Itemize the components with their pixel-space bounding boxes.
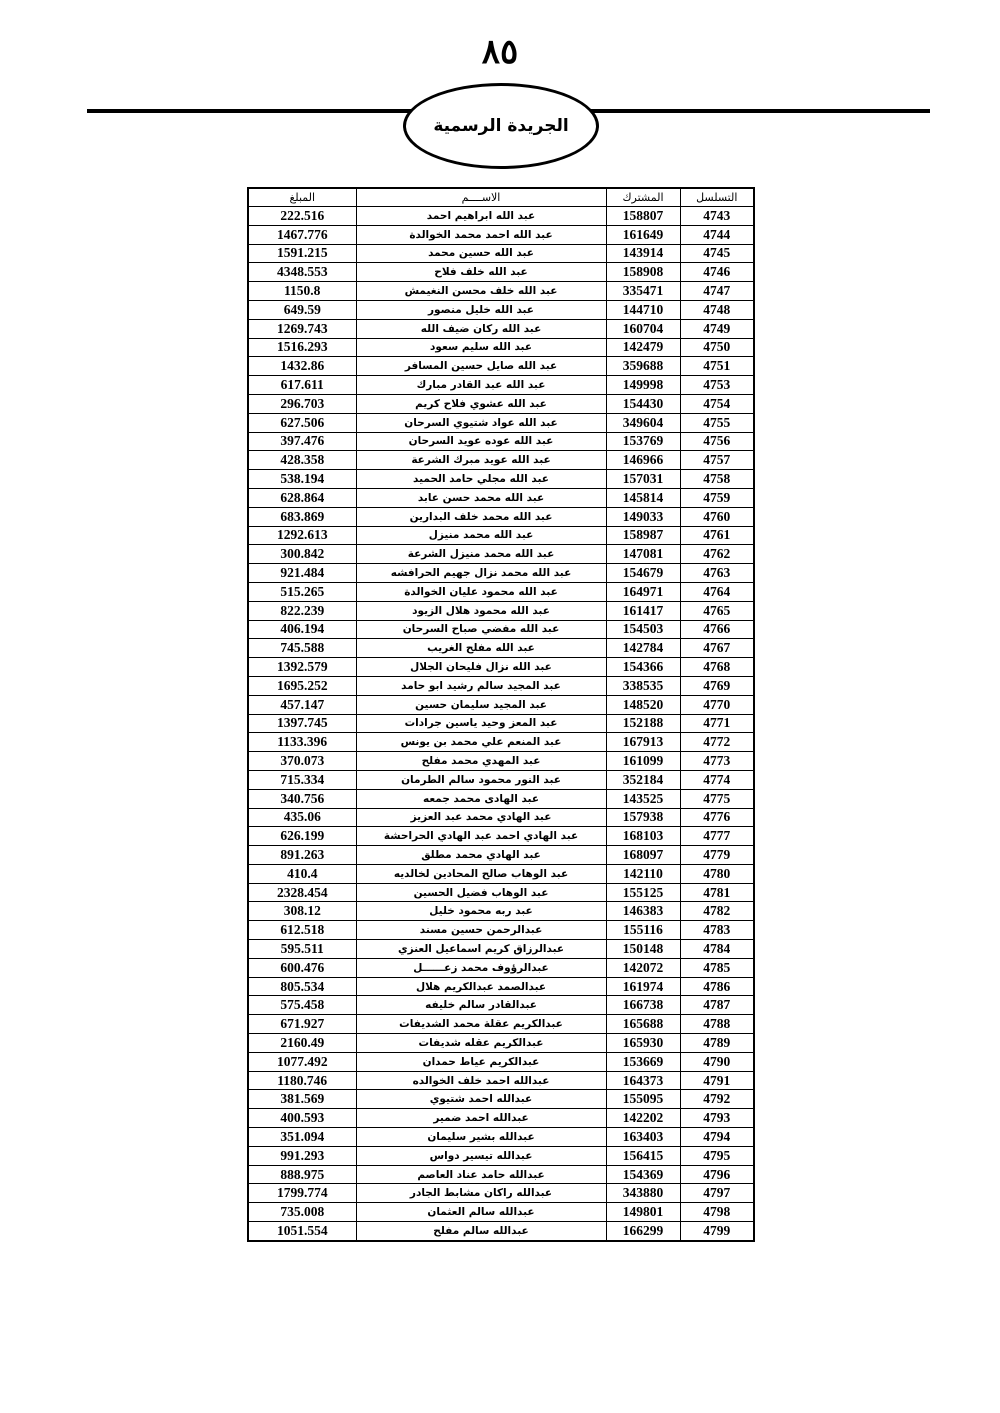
name-cell: عبد الله محمد منيزل — [356, 526, 606, 545]
name-cell: عبد الوهاب فضيل الحسين — [356, 883, 606, 902]
amount-cell: 626.199 — [248, 827, 356, 846]
payments-table — [247, 187, 755, 1242]
amount-cell: 1591.215 — [248, 244, 356, 263]
amount-cell: 805.534 — [248, 977, 356, 996]
amount-cell: 1180.746 — [248, 1071, 356, 1090]
name-cell: عبدالصمد عبدالكريم هلال — [356, 977, 606, 996]
name-cell: عبد ربه محمود خليل — [356, 902, 606, 921]
amount-cell: 628.864 — [248, 488, 356, 507]
amount-cell: 370.073 — [248, 752, 356, 771]
name-cell: عبد الله خلف محسن النغيمش — [356, 282, 606, 301]
serial-cell: 4780 — [680, 864, 754, 883]
amount-cell: 1133.396 — [248, 733, 356, 752]
name-cell: عبد الله احمد محمد الخوالدة — [356, 225, 606, 244]
serial-cell: 4775 — [680, 789, 754, 808]
subscriber-cell: 155116 — [606, 921, 680, 940]
serial-cell: 4744 — [680, 225, 754, 244]
subscriber-cell: 150148 — [606, 940, 680, 959]
serial-cell: 4784 — [680, 940, 754, 959]
name-cell: عبدالكريم عياط حمدان — [356, 1052, 606, 1071]
amount-cell: 991.293 — [248, 1146, 356, 1165]
name-cell: عبد الله عواد شتيوي السرحان — [356, 413, 606, 432]
subscriber-cell: 166299 — [606, 1222, 680, 1241]
serial-cell: 4763 — [680, 564, 754, 583]
subscriber-cell: 142784 — [606, 639, 680, 658]
serial-cell: 4787 — [680, 996, 754, 1015]
subscriber-cell: 168103 — [606, 827, 680, 846]
name-cell: عبدالله احمد ضمير — [356, 1109, 606, 1128]
table-row — [248, 601, 754, 620]
table-row — [248, 319, 754, 338]
serial-cell: 4761 — [680, 526, 754, 545]
name-cell: عبدالله سالم العثمان — [356, 1203, 606, 1222]
table-row — [248, 1165, 754, 1184]
amount-cell: 822.239 — [248, 601, 356, 620]
amount-cell: 400.593 — [248, 1109, 356, 1128]
table-row — [248, 714, 754, 733]
table-row — [248, 1034, 754, 1053]
name-cell: عبد الوهاب صالح المحادين لخالديه — [356, 864, 606, 883]
name-cell: عبد المنعم علي محمد بن يونس — [356, 733, 606, 752]
name-cell: عبدالله سالم مفلح — [356, 1222, 606, 1241]
serial-cell: 4769 — [680, 676, 754, 695]
amount-cell: 406.194 — [248, 620, 356, 639]
table-row — [248, 282, 754, 301]
table-row — [248, 808, 754, 827]
name-cell: عبد الهادى محمد جمعه — [356, 789, 606, 808]
name-cell: عبد الله خليل منصور — [356, 300, 606, 319]
subscriber-cell: 154503 — [606, 620, 680, 639]
name-cell: عبدالله بشير سليمان — [356, 1128, 606, 1147]
table-row — [248, 1109, 754, 1128]
name-cell: عبد الله محمود هلال الزيود — [356, 601, 606, 620]
table-row — [248, 564, 754, 583]
subscriber-cell: 158908 — [606, 263, 680, 282]
amount-cell: 222.516 — [248, 207, 356, 226]
serial-cell: 4792 — [680, 1090, 754, 1109]
serial-cell: 4759 — [680, 488, 754, 507]
serial-cell: 4766 — [680, 620, 754, 639]
amount-cell: 1397.745 — [248, 714, 356, 733]
subscriber-cell: 149033 — [606, 507, 680, 526]
amount-cell: 891.263 — [248, 846, 356, 865]
table-row — [248, 977, 754, 996]
name-cell: عبد الهادي احمد عبد الهادي الحراحشة — [356, 827, 606, 846]
table-row — [248, 488, 754, 507]
subscriber-cell: 154366 — [606, 658, 680, 677]
table-row — [248, 639, 754, 658]
subscriber-cell: 144710 — [606, 300, 680, 319]
table-row — [248, 846, 754, 865]
table-row — [248, 864, 754, 883]
subscriber-cell: 158807 — [606, 207, 680, 226]
name-cell: عبدالكريم عقله شديفات — [356, 1034, 606, 1053]
table-row — [248, 413, 754, 432]
table-row — [248, 733, 754, 752]
column-header-serial: التسلسل — [680, 188, 754, 207]
name-cell: عبد الله مفضي صباح السرحان — [356, 620, 606, 639]
serial-cell: 4756 — [680, 432, 754, 451]
amount-cell: 1432.86 — [248, 357, 356, 376]
subscriber-cell: 146966 — [606, 451, 680, 470]
name-cell: عبد الله مفلح الغريب — [356, 639, 606, 658]
name-cell: عبد الله ابراهيم احمد — [356, 207, 606, 226]
table-row — [248, 545, 754, 564]
amount-cell: 435.06 — [248, 808, 356, 827]
amount-cell: 428.358 — [248, 451, 356, 470]
subscriber-cell: 142072 — [606, 958, 680, 977]
amount-cell: 715.334 — [248, 770, 356, 789]
serial-cell: 4786 — [680, 977, 754, 996]
subscriber-cell: 161417 — [606, 601, 680, 620]
serial-cell: 4767 — [680, 639, 754, 658]
column-header-amount: المبلغ — [248, 188, 356, 207]
name-cell: عبدالقادر سالم خليفه — [356, 996, 606, 1015]
name-cell: عبد الهادي محمد عبد العزيز — [356, 808, 606, 827]
table-row — [248, 432, 754, 451]
table-row — [248, 658, 754, 677]
subscriber-cell: 155095 — [606, 1090, 680, 1109]
serial-cell: 4748 — [680, 300, 754, 319]
table-header-row — [248, 188, 754, 207]
name-cell: عبد الله حسين محمد — [356, 244, 606, 263]
name-cell: عبد الله محمد نزال جهيم الحرافشه — [356, 564, 606, 583]
amount-cell: 410.4 — [248, 864, 356, 883]
serial-cell: 4770 — [680, 695, 754, 714]
amount-cell: 300.842 — [248, 545, 356, 564]
amount-cell: 457.147 — [248, 695, 356, 714]
subscriber-cell: 164373 — [606, 1071, 680, 1090]
subscriber-cell: 163403 — [606, 1128, 680, 1147]
table-row — [248, 225, 754, 244]
table-body — [248, 207, 754, 1241]
amount-cell: 600.476 — [248, 958, 356, 977]
name-cell: عبد الله عوده عويد السرحان — [356, 432, 606, 451]
column-header-subscriber: المشترك — [606, 188, 680, 207]
column-header-name: الاســــم — [356, 188, 606, 207]
serial-cell: 4758 — [680, 470, 754, 489]
subscriber-cell: 157031 — [606, 470, 680, 489]
name-cell: عبدالله حامد عناد العاصم — [356, 1165, 606, 1184]
serial-cell: 4781 — [680, 883, 754, 902]
amount-cell: 612.518 — [248, 921, 356, 940]
table-row — [248, 789, 754, 808]
name-cell: عبد الله سليم سعود — [356, 338, 606, 357]
table-row — [248, 507, 754, 526]
serial-cell: 4794 — [680, 1128, 754, 1147]
table-row — [248, 958, 754, 977]
table-row — [248, 1052, 754, 1071]
serial-cell: 4746 — [680, 263, 754, 282]
amount-cell: 1695.252 — [248, 676, 356, 695]
serial-cell: 4765 — [680, 601, 754, 620]
table-row — [248, 996, 754, 1015]
payments-table-container — [247, 187, 753, 1242]
name-cell: عبد الله عبد القادر مبارك — [356, 376, 606, 395]
name-cell: عبد الله مجلي حامد الحميد — [356, 470, 606, 489]
subscriber-cell: 168097 — [606, 846, 680, 865]
table-row — [248, 338, 754, 357]
amount-cell: 1150.8 — [248, 282, 356, 301]
serial-cell: 4772 — [680, 733, 754, 752]
name-cell: عبد الله عشوي فلاح كريم — [356, 394, 606, 413]
amount-cell: 735.008 — [248, 1203, 356, 1222]
serial-cell: 4797 — [680, 1184, 754, 1203]
serial-cell: 4785 — [680, 958, 754, 977]
subscriber-cell: 161649 — [606, 225, 680, 244]
name-cell: عبدالله تيسير دواس — [356, 1146, 606, 1165]
name-cell: عبد المعز وحيد ياسين جرادات — [356, 714, 606, 733]
subscriber-cell: 343880 — [606, 1184, 680, 1203]
table-row — [248, 883, 754, 902]
subscriber-cell: 164971 — [606, 582, 680, 601]
serial-cell: 4798 — [680, 1203, 754, 1222]
table-row — [248, 752, 754, 771]
amount-cell: 1392.579 — [248, 658, 356, 677]
table-row — [248, 526, 754, 545]
subscriber-cell: 148520 — [606, 695, 680, 714]
name-cell: عبد الله ركان ضيف الله — [356, 319, 606, 338]
amount-cell: 888.975 — [248, 1165, 356, 1184]
table-row — [248, 921, 754, 940]
subscriber-cell: 153669 — [606, 1052, 680, 1071]
amount-cell: 921.484 — [248, 564, 356, 583]
table-row — [248, 695, 754, 714]
name-cell: عبدالله راكان مشابط الجادر — [356, 1184, 606, 1203]
subscriber-cell: 166738 — [606, 996, 680, 1015]
amount-cell: 515.265 — [248, 582, 356, 601]
serial-cell: 4779 — [680, 846, 754, 865]
serial-cell: 4754 — [680, 394, 754, 413]
amount-cell: 1799.774 — [248, 1184, 356, 1203]
table-row — [248, 582, 754, 601]
serial-cell: 4790 — [680, 1052, 754, 1071]
serial-cell: 4762 — [680, 545, 754, 564]
subscriber-cell: 349604 — [606, 413, 680, 432]
table-row — [248, 470, 754, 489]
amount-cell: 1269.743 — [248, 319, 356, 338]
amount-cell: 595.511 — [248, 940, 356, 959]
subscriber-cell: 142110 — [606, 864, 680, 883]
subscriber-cell: 165930 — [606, 1034, 680, 1053]
serial-cell: 4764 — [680, 582, 754, 601]
amount-cell: 649.59 — [248, 300, 356, 319]
amount-cell: 1467.776 — [248, 225, 356, 244]
serial-cell: 4749 — [680, 319, 754, 338]
subscriber-cell: 161974 — [606, 977, 680, 996]
page-number: ٨٥ — [481, 32, 519, 72]
serial-cell: 4796 — [680, 1165, 754, 1184]
amount-cell: 2328.454 — [248, 883, 356, 902]
amount-cell: 351.094 — [248, 1128, 356, 1147]
table-row — [248, 300, 754, 319]
table-row — [248, 376, 754, 395]
table-row — [248, 244, 754, 263]
serial-cell: 4776 — [680, 808, 754, 827]
name-cell: عبد المجيد سليمان حسين — [356, 695, 606, 714]
name-cell: عبدالله احمد شتيوي — [356, 1090, 606, 1109]
serial-cell: 4774 — [680, 770, 754, 789]
serial-cell: 4795 — [680, 1146, 754, 1165]
table-row — [248, 263, 754, 282]
name-cell: عبدالرحمن حسين مسند — [356, 921, 606, 940]
name-cell: عبد الله خلف فلاح — [356, 263, 606, 282]
table-row — [248, 207, 754, 226]
serial-cell: 4788 — [680, 1015, 754, 1034]
table-row — [248, 827, 754, 846]
name-cell: عبد الهادي محمد مطلق — [356, 846, 606, 865]
name-cell: عبدالرؤوف محمد زعــــــل — [356, 958, 606, 977]
amount-cell: 745.588 — [248, 639, 356, 658]
serial-cell: 4757 — [680, 451, 754, 470]
subscriber-cell: 352184 — [606, 770, 680, 789]
table-row — [248, 902, 754, 921]
subscriber-cell: 142202 — [606, 1109, 680, 1128]
name-cell: عبد الله محمود عليان الخوالدة — [356, 582, 606, 601]
subscriber-cell: 145814 — [606, 488, 680, 507]
name-cell: عبد المجيد سالم رشيد ابو حامد — [356, 676, 606, 695]
serial-cell: 4750 — [680, 338, 754, 357]
serial-cell: 4793 — [680, 1109, 754, 1128]
table-row — [248, 1015, 754, 1034]
amount-cell: 683.869 — [248, 507, 356, 526]
subscriber-cell: 167913 — [606, 733, 680, 752]
subscriber-cell: 158987 — [606, 526, 680, 545]
serial-cell: 4782 — [680, 902, 754, 921]
serial-cell: 4751 — [680, 357, 754, 376]
name-cell: عبدالله احمد خلف الخوالده — [356, 1071, 606, 1090]
amount-cell: 1292.613 — [248, 526, 356, 545]
gazette-title: الجريدة الرسمية — [433, 116, 569, 136]
subscriber-cell: 149998 — [606, 376, 680, 395]
serial-cell: 4743 — [680, 207, 754, 226]
subscriber-cell: 143525 — [606, 789, 680, 808]
table-row — [248, 1071, 754, 1090]
amount-cell: 308.12 — [248, 902, 356, 921]
amount-cell: 538.194 — [248, 470, 356, 489]
serial-cell: 4760 — [680, 507, 754, 526]
table-row — [248, 357, 754, 376]
table-row — [248, 1146, 754, 1165]
subscriber-cell: 156415 — [606, 1146, 680, 1165]
subscriber-cell: 335471 — [606, 282, 680, 301]
subscriber-cell: 338535 — [606, 676, 680, 695]
subscriber-cell: 147081 — [606, 545, 680, 564]
amount-cell: 575.458 — [248, 996, 356, 1015]
subscriber-cell: 154369 — [606, 1165, 680, 1184]
name-cell: عبد الله محمد حسن عابد — [356, 488, 606, 507]
serial-cell: 4789 — [680, 1034, 754, 1053]
amount-cell: 340.756 — [248, 789, 356, 808]
subscriber-cell: 143914 — [606, 244, 680, 263]
name-cell: عبد الله صايل حسين المسافر — [356, 357, 606, 376]
table-row — [248, 1184, 754, 1203]
serial-cell: 4799 — [680, 1222, 754, 1241]
serial-cell: 4777 — [680, 827, 754, 846]
table-row — [248, 1203, 754, 1222]
amount-cell: 617.611 — [248, 376, 356, 395]
name-cell: عبد الله محمد منيزل الشرعة — [356, 545, 606, 564]
name-cell: عبدالكريم عقلة محمد الشديفات — [356, 1015, 606, 1034]
amount-cell: 627.506 — [248, 413, 356, 432]
subscriber-cell: 165688 — [606, 1015, 680, 1034]
serial-cell: 4753 — [680, 376, 754, 395]
amount-cell: 4348.553 — [248, 263, 356, 282]
subscriber-cell: 154679 — [606, 564, 680, 583]
amount-cell: 671.927 — [248, 1015, 356, 1034]
subscriber-cell: 153769 — [606, 432, 680, 451]
name-cell: عبد المهدي محمد مفلح — [356, 752, 606, 771]
serial-cell: 4791 — [680, 1071, 754, 1090]
serial-cell: 4745 — [680, 244, 754, 263]
subscriber-cell: 157938 — [606, 808, 680, 827]
serial-cell: 4771 — [680, 714, 754, 733]
amount-cell: 296.703 — [248, 394, 356, 413]
table-row — [248, 1128, 754, 1147]
table-row — [248, 770, 754, 789]
subscriber-cell: 142479 — [606, 338, 680, 357]
name-cell: عبد الله محمد خلف البدارين — [356, 507, 606, 526]
amount-cell: 397.476 — [248, 432, 356, 451]
amount-cell: 1516.293 — [248, 338, 356, 357]
header-oval — [403, 83, 599, 169]
table-row — [248, 1222, 754, 1241]
amount-cell: 2160.49 — [248, 1034, 356, 1053]
serial-cell: 4773 — [680, 752, 754, 771]
table-row — [248, 940, 754, 959]
subscriber-cell: 155125 — [606, 883, 680, 902]
subscriber-cell: 160704 — [606, 319, 680, 338]
name-cell: عبد النور محمود سالم الطرمان — [356, 770, 606, 789]
name-cell: عبدالرزاق كريم اسماعيل العنزي — [356, 940, 606, 959]
amount-cell: 1077.492 — [248, 1052, 356, 1071]
subscriber-cell: 359688 — [606, 357, 680, 376]
subscriber-cell: 149801 — [606, 1203, 680, 1222]
amount-cell: 1051.554 — [248, 1222, 356, 1241]
table-row — [248, 620, 754, 639]
subscriber-cell: 152188 — [606, 714, 680, 733]
name-cell: عبد الله عويد مبرك الشرعة — [356, 451, 606, 470]
table-row — [248, 1090, 754, 1109]
subscriber-cell: 161099 — [606, 752, 680, 771]
serial-cell: 4783 — [680, 921, 754, 940]
table-row — [248, 451, 754, 470]
subscriber-cell: 146383 — [606, 902, 680, 921]
serial-cell: 4768 — [680, 658, 754, 677]
table-row — [248, 394, 754, 413]
serial-cell: 4755 — [680, 413, 754, 432]
table-row — [248, 676, 754, 695]
serial-cell: 4747 — [680, 282, 754, 301]
amount-cell: 381.569 — [248, 1090, 356, 1109]
subscriber-cell: 154430 — [606, 394, 680, 413]
name-cell: عبد الله نزال فليحان الجلال — [356, 658, 606, 677]
